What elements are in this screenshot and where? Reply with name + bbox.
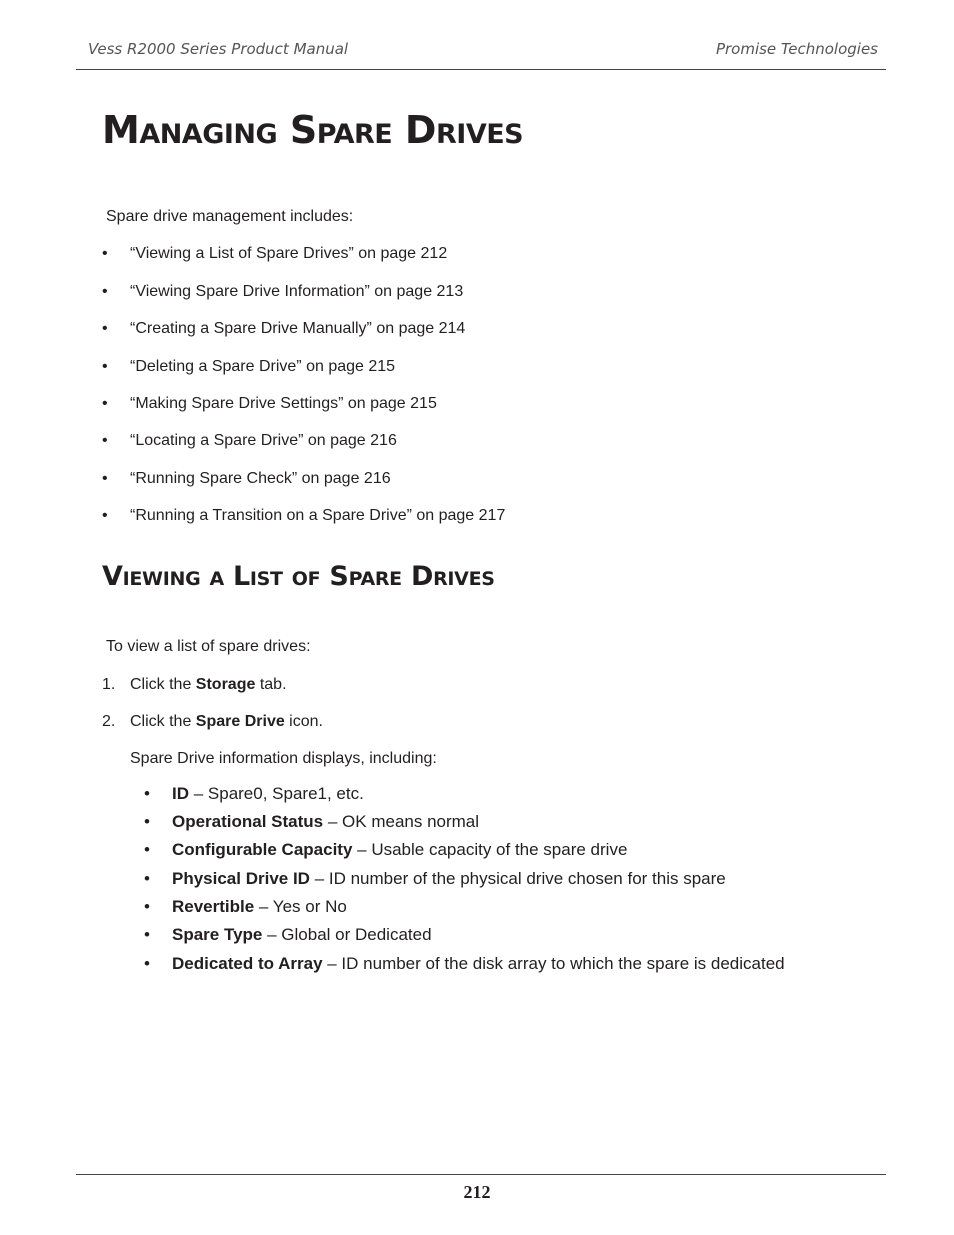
step-text: Click the Spare Drive icon. (130, 713, 323, 730)
field-name: Spare Type (172, 925, 263, 944)
topic-link-text: “Locating a Spare Drive” on page 216 (130, 432, 397, 449)
running-header-title: Vess R2000 Series Product Manual (88, 40, 349, 58)
step-number: 2. (102, 713, 116, 730)
topic-link-text: “Making Spare Drive Settings” on page 215 (130, 395, 437, 412)
bullet-icon: • (102, 358, 108, 375)
bullet-icon: • (144, 925, 150, 944)
field-name: Revertible (172, 897, 255, 916)
header-rule (76, 69, 886, 70)
field-name: ID (172, 784, 189, 803)
page-title: Managing Spare Drives (102, 108, 524, 152)
field-name: Operational Status (172, 812, 324, 831)
topic-link-text: “Viewing a List of Spare Drives” on page 212 (130, 245, 448, 262)
field-desc: – Yes or No (254, 897, 347, 916)
field-name: Dedicated to Array (172, 954, 323, 973)
intro-paragraph: Spare drive management includes: (106, 208, 354, 225)
step-text: Click the Storage tab. (130, 676, 287, 693)
bullet-icon: • (144, 897, 150, 916)
bullet-icon: • (144, 812, 150, 831)
field-desc: – Usable capacity of the spare drive (352, 840, 628, 859)
field-name: Configurable Capacity (172, 840, 353, 859)
bullet-icon: • (102, 283, 108, 300)
bullet-icon: • (102, 320, 108, 337)
section-intro: To view a list of spare drives: (106, 638, 311, 655)
topic-link-text: “Running Spare Check” on page 216 (130, 470, 391, 487)
field-desc: – Spare0, Spare1, etc. (189, 784, 364, 803)
bullet-icon: • (144, 784, 150, 803)
bullet-icon: • (102, 432, 108, 449)
bullet-icon: • (102, 470, 108, 487)
topic-link-text: “Running a Transition on a Spare Drive” on page 217 (130, 507, 506, 524)
bullet-icon: • (102, 507, 108, 524)
field-desc: – ID number of the physical drive chosen for this spare (309, 869, 726, 888)
topic-link-text: “Creating a Spare Drive Manually” on page 214 (130, 320, 466, 337)
field-desc: – ID number of the disk array to which the spare is dedicated (322, 954, 785, 973)
field-name: Physical Drive ID (172, 869, 310, 888)
footer-rule (76, 1174, 886, 1175)
topic-link-text: “Viewing Spare Drive Information” on page 213 (130, 283, 464, 300)
bullet-icon: • (144, 869, 150, 888)
running-header-company: Promise Technologies (715, 40, 878, 58)
topic-link-text: “Deleting a Spare Drive” on page 215 (130, 358, 396, 375)
step-number: 1. (102, 676, 116, 693)
ui-term: Storage (195, 676, 256, 693)
bullet-icon: • (144, 840, 150, 859)
ui-term: Spare Drive (195, 713, 285, 730)
bullet-icon: • (102, 395, 108, 412)
page-number: 212 (463, 1182, 491, 1202)
field-desc: – OK means normal (323, 812, 480, 831)
section-heading: Viewing a List of Spare Drives (102, 561, 495, 592)
info-paragraph: Spare Drive information displays, including: (130, 750, 437, 767)
bullet-icon: • (102, 245, 108, 262)
bullet-icon: • (144, 954, 150, 973)
field-desc: – Global or Dedicated (262, 925, 432, 944)
